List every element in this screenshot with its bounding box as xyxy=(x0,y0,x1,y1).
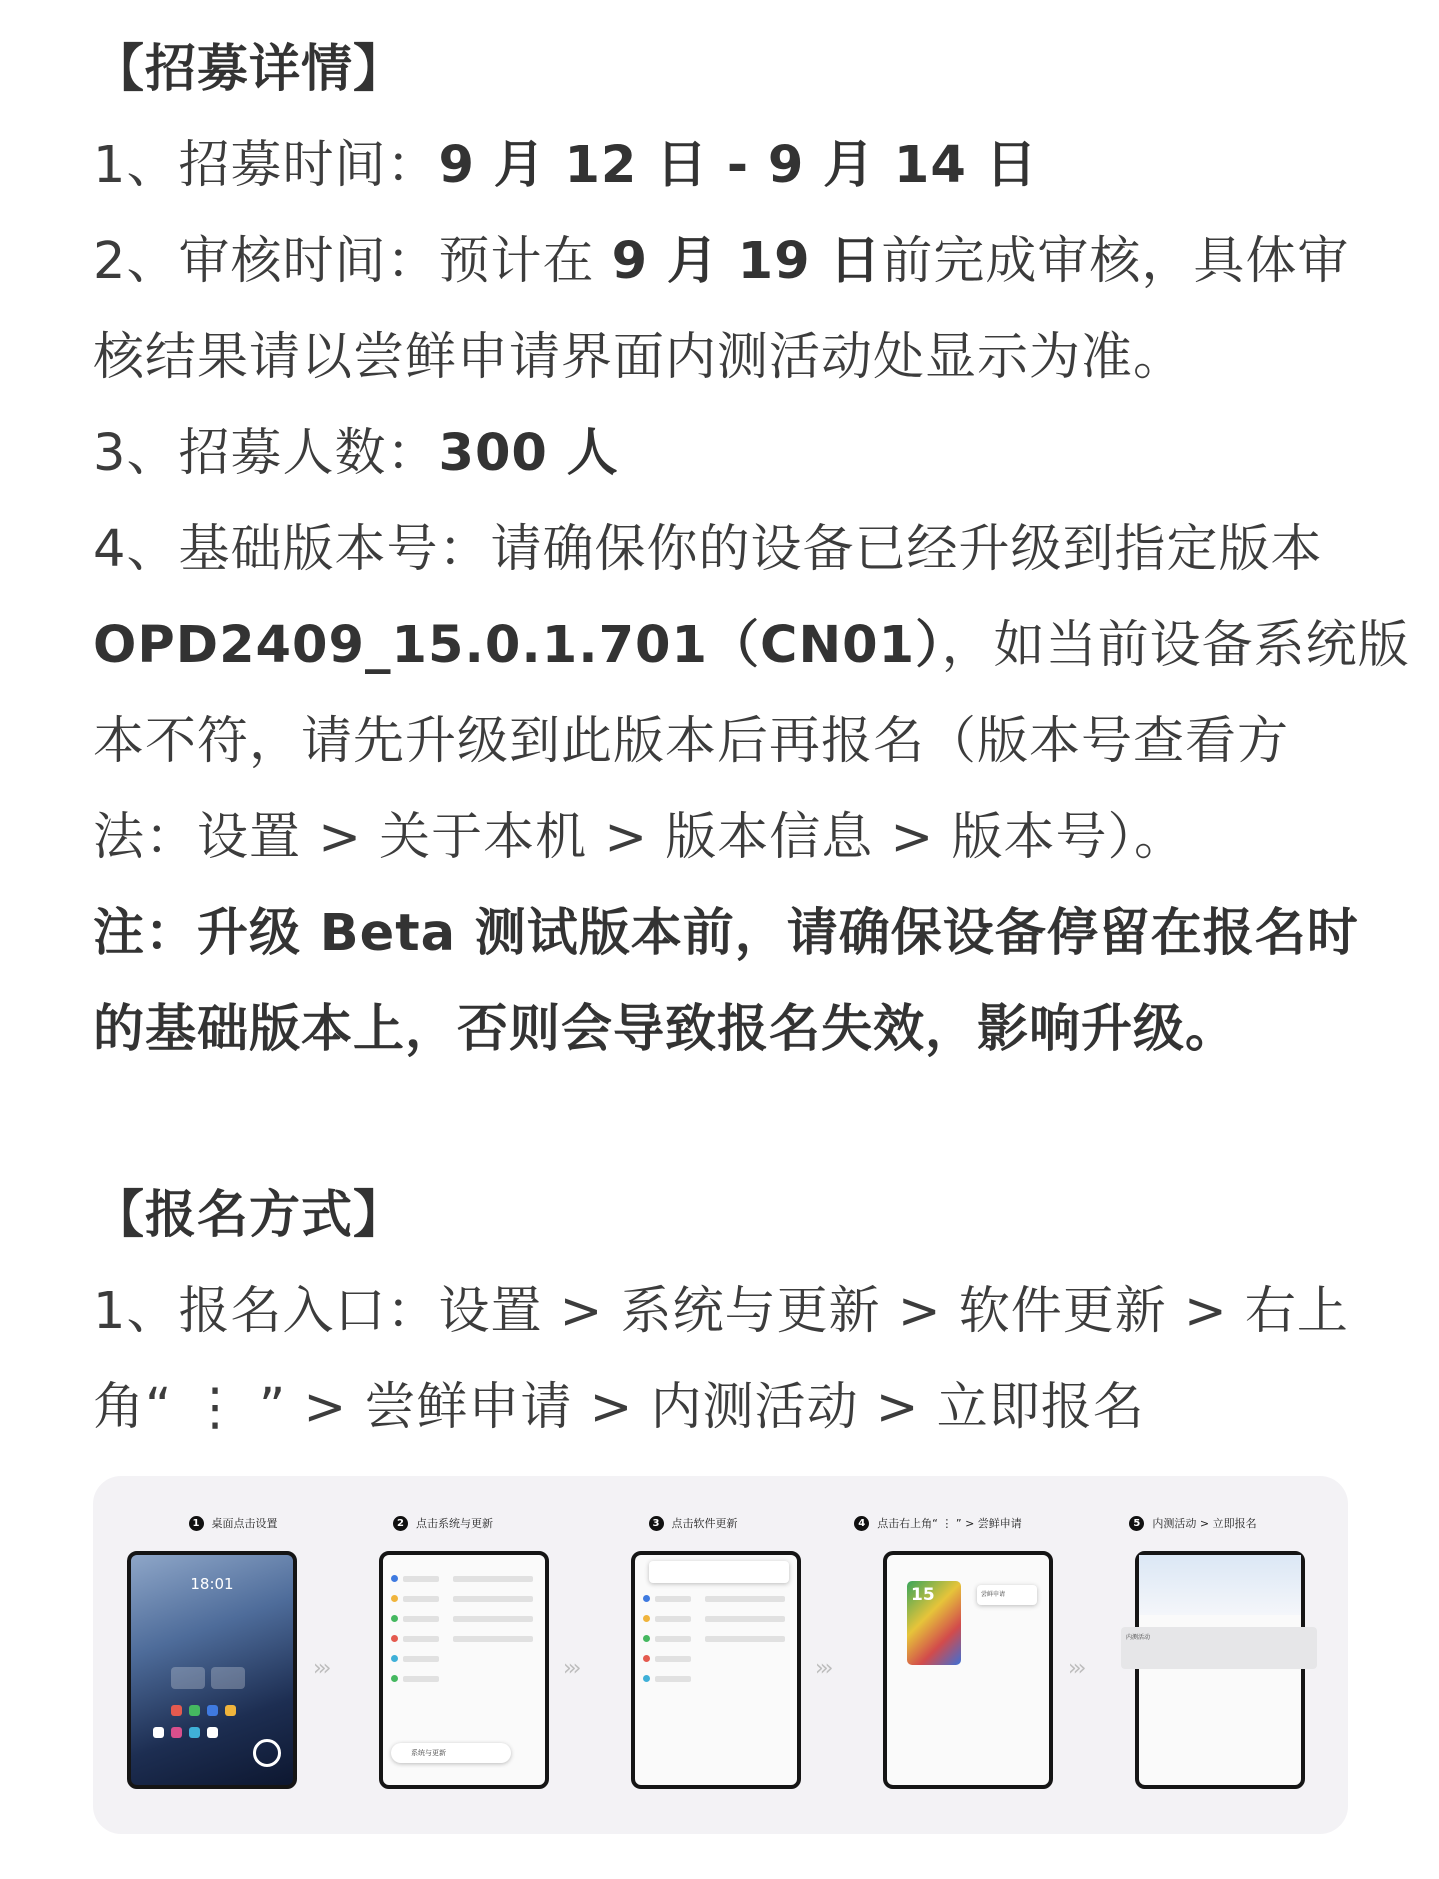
list-dot xyxy=(391,1675,398,1682)
app-icon xyxy=(207,1727,218,1738)
list-dot xyxy=(643,1675,650,1682)
steps-illustration xyxy=(93,1476,1348,1834)
recruit-count: 3、招募人数：300 人 xyxy=(93,424,619,483)
signup-entry-line1: 1、报名入口：设置 > 系统与更新 > 软件更新 > 右上 xyxy=(93,1282,1349,1341)
recruit-heading: 【招募详情】 xyxy=(93,40,406,99)
chevron-right-icon: ››› xyxy=(563,1656,578,1681)
app-icon xyxy=(153,1727,164,1738)
list-row xyxy=(453,1636,533,1642)
list-dot xyxy=(391,1615,398,1622)
list-row xyxy=(403,1636,439,1642)
list-dot xyxy=(391,1635,398,1642)
list-dot xyxy=(391,1575,398,1582)
list-row xyxy=(705,1596,785,1602)
tablet-home-screen xyxy=(127,1551,297,1789)
list-row xyxy=(453,1596,533,1602)
recruit-time: 1、招募时间：9 月 12 日 - 9 月 14 日 xyxy=(93,136,1038,195)
step-1 xyxy=(123,1514,343,1532)
base-version-value: OPD2409_15.0.1.701（CN01） xyxy=(93,616,942,675)
try-new-popup: 尝鲜申请 xyxy=(977,1585,1037,1605)
app-icon xyxy=(171,1705,182,1716)
list-row xyxy=(655,1676,691,1682)
signup-heading: 【报名方式】 xyxy=(93,1186,406,1245)
list-dot xyxy=(643,1595,650,1602)
list-dot xyxy=(391,1655,398,1662)
step-4-label: 4 点击右上角“ ⋮ ” > 尝鲜申请 xyxy=(828,1514,1048,1532)
tablet-settings-screen xyxy=(379,1551,549,1789)
step-3-label: 3 点击软件更新 xyxy=(583,1514,803,1532)
step-5-label: 5 内测活动 > 立即报名 xyxy=(1083,1514,1303,1532)
list-row xyxy=(655,1596,691,1602)
list-row xyxy=(705,1636,785,1642)
base-version-line3: 本不符，请先升级到此版本后再报名（版本号查看方 xyxy=(93,712,1290,771)
app-icon xyxy=(171,1727,182,1738)
dialog-title: 内测活动 xyxy=(1126,1634,1151,1641)
system-update-pill: 系统与更新 xyxy=(391,1743,511,1763)
base-version-line4: 法：设置 > 关于本机 > 版本信息 > 版本号）。 xyxy=(93,808,1186,867)
step-4 xyxy=(828,1514,1048,1532)
menu-popup xyxy=(649,1561,789,1583)
banner xyxy=(1139,1555,1301,1615)
app-icon xyxy=(189,1705,200,1716)
home-clock: 18:01 xyxy=(190,1575,234,1593)
chevron-right-icon: ››› xyxy=(815,1656,830,1681)
join-dialog xyxy=(1121,1627,1317,1669)
tablet-beta-activity-screen xyxy=(1126,1551,1305,1789)
settings-gear-icon xyxy=(253,1739,281,1767)
app-icon xyxy=(207,1705,218,1716)
list-row xyxy=(403,1656,439,1662)
note-line2: 的基础版本上，否则会导致报名失效，影响升级。 xyxy=(93,1000,1238,1059)
app-icon xyxy=(225,1705,236,1716)
recruit-count-value: 300 人 xyxy=(438,424,619,483)
list-dot xyxy=(391,1595,398,1602)
base-version-line2: OPD2409_15.0.1.701（CN01），如当前设备系统版 xyxy=(93,616,1410,675)
step-2-label: 2 点击系统与更新 xyxy=(333,1514,553,1532)
app-icon xyxy=(189,1727,200,1738)
chevron-right-icon: ››› xyxy=(1068,1656,1083,1681)
note-line1: 注：升级 Beta 测试版本前，请确保设备停留在报名时 xyxy=(93,904,1359,963)
step-2 xyxy=(333,1514,553,1532)
chevron-right-icon: ››› xyxy=(313,1656,328,1681)
home-widget xyxy=(211,1667,245,1689)
list-row xyxy=(403,1616,439,1622)
list-row xyxy=(655,1636,691,1642)
base-version-line1: 4、基础版本号：请确保你的设备已经升级到指定版本 xyxy=(93,520,1323,579)
list-row xyxy=(655,1656,691,1662)
list-row xyxy=(403,1676,439,1682)
version-card: 15 xyxy=(907,1581,961,1665)
step-1-label: 1 桌面点击设置 xyxy=(123,1514,343,1532)
list-row xyxy=(453,1616,533,1622)
article-body xyxy=(93,22,1410,1456)
tablet-update-screen xyxy=(631,1551,801,1789)
review-date: 9 月 19 日 xyxy=(611,232,882,291)
list-dot xyxy=(643,1635,650,1642)
review-time-cont: 核结果请以尝鲜申请界面内测活动处显示为准。 xyxy=(93,328,1186,387)
list-dot xyxy=(643,1655,650,1662)
list-dot xyxy=(643,1615,650,1622)
list-row xyxy=(453,1576,533,1582)
list-row xyxy=(705,1616,785,1622)
review-time: 2、审核时间：预计在 9 月 19 日前完成审核，具体审 xyxy=(93,232,1350,291)
step-5 xyxy=(1083,1514,1303,1532)
signup-entry-line2: 角“ ⋮ ” > 尝鲜申请 > 内测活动 > 立即报名 xyxy=(93,1378,1145,1437)
list-row xyxy=(403,1576,439,1582)
tablet-try-new-screen xyxy=(883,1551,1053,1789)
list-row xyxy=(403,1596,439,1602)
list-row xyxy=(655,1616,691,1622)
home-widget xyxy=(171,1667,205,1689)
step-3 xyxy=(583,1514,803,1532)
recruit-time-value: 9 月 12 日 - 9 月 14 日 xyxy=(438,136,1038,195)
